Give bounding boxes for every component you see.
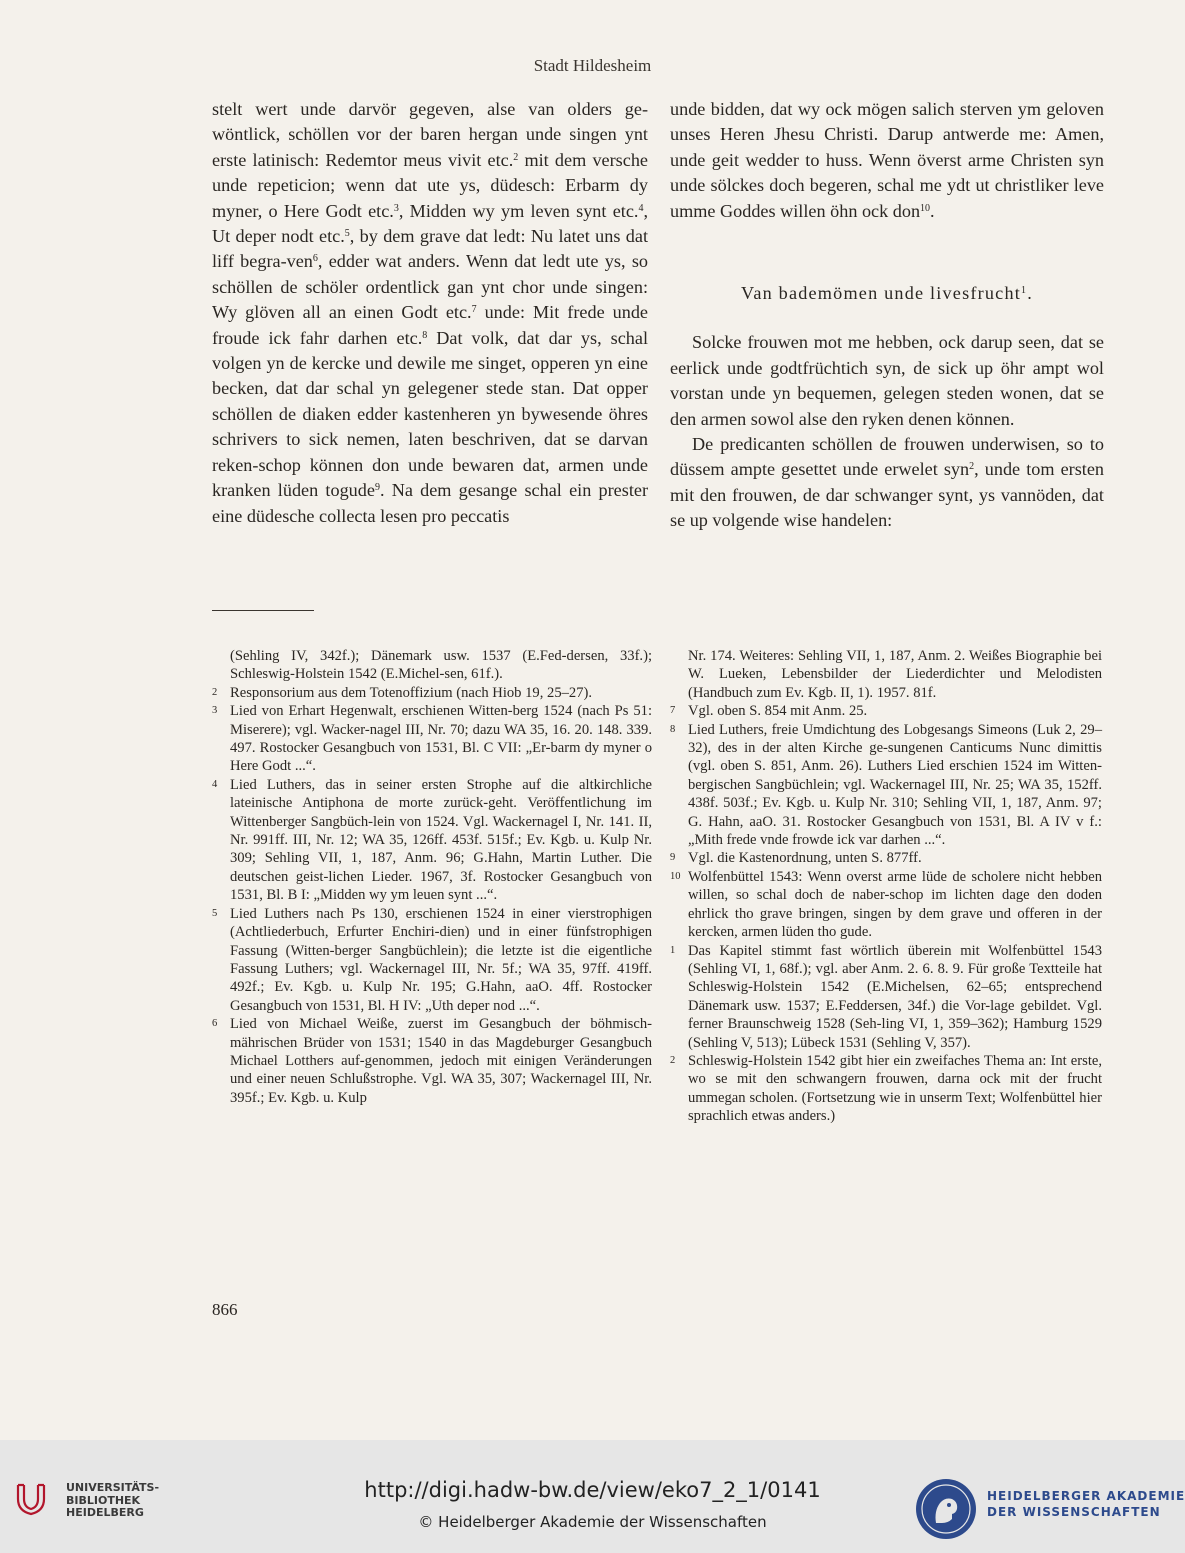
footnote-marker[interactable]: 2 xyxy=(969,461,975,473)
footnote xyxy=(670,849,1102,867)
footnote xyxy=(212,1015,652,1107)
footnote xyxy=(212,647,652,684)
footnote-marker[interactable]: 5 xyxy=(344,228,350,240)
text-run: Solcke frouwen mot me hebben, ock darup seen, dat se eerlick unde godtfrüchtich syn, de sick up öhr ampt wol vorstan unde yn bequemen, gelegen steden wonen, dat se den armen sowol alse den ryken denen können. xyxy=(670,332,1104,429)
footnote-text: Lied Luthers nach Ps 130, erschienen 1524 in einer vierstrophigen (Achtliederbuch, Erfurter Enchiri-dien) und in einer fünfstrophigen Fassung (Witten-berger Sangbüchlein); die letzte ist die eigentliche Fassung Luthers; vgl. Wackernagel III, Nr. 5f.; WA 35, 97ff. 419ff. 492f.; Ev. Kgb. u. Kulp Nr. 195; G.Hahn, aaO. 4ff. Rostocker Gesangbuch von 1531, Bl. H IV: „Uth deper nod ...“. xyxy=(230,905,652,1014)
footnote-text: Das Kapitel stimmt fast wörtlich überein mit Wolfenbüttel 1543 (Sehling VI, 1, 68f.); vgl. aber Anm. 2. 6. 8. 9. Für große Textteile hat Schleswig-Holstein 1542 (E.Michelsen, 62–65; entsprechend Dänemark usw. 1537; E.Feddersen, 34f.) die Vor-lage gebildet. Vgl. ferner Braunschweig 1528 (Seh-ling VI, 1, 359–362); Hamburg 1529 (Sehling V, 513); Lübeck 1531 (Sehling V, 357). xyxy=(688,942,1102,1051)
footnote-marker[interactable]: 2 xyxy=(513,151,519,163)
footnote-number: 2 xyxy=(670,1054,676,1066)
footnote xyxy=(670,647,1102,702)
text-run: , Midden wy ym leven synt etc. xyxy=(398,200,639,221)
footnote-number: 8 xyxy=(670,723,676,735)
footnote-marker[interactable]: 4 xyxy=(638,202,644,214)
text-run: mit dem versche unde repeticion; wenn dat ute ys, düdesch: Erbarm dy myner, o Here Godt etc. xyxy=(212,149,648,221)
footnote-text: Responsorium aus dem Totenoffizium (nach Hiob 19, 25–27). xyxy=(230,684,593,701)
text-run: unde: Mit frede unde froude ick fahr darhen etc. xyxy=(212,302,648,348)
main-text-left-column xyxy=(212,97,648,529)
footnote-text: Wolfenbüttel 1543: Wenn overst arme lüde de scholere nicht hebben willen, so schal doch de naber-schop im lichten dage den doden ehrlick tho grave bringen, singen by dem grave und offeren in der kercken, armen lüden tho gude. xyxy=(688,868,1102,941)
footnote-number: 1 xyxy=(670,944,676,956)
footnote-text: Lied von Michael Weiße, zuerst im Gesangbuch der böhmisch-mährischen Brüder von 1531; 1540 in das Magdeburger Gesangbuch Michael Lotthers auf-genommen, jedoch mit einigen Veränderungen und einer neuen Schlußstrophe. Vgl. WA 35, 307; Wackernagel III, Nr. 395f.; Ev. Kgb. u. Kulp xyxy=(230,1016,652,1106)
footnote-text: Vgl. oben S. 854 mit Anm. 25. xyxy=(688,703,868,720)
footnote-text: Vgl. die Kastenordnung, unten S. 877ff. xyxy=(688,850,922,867)
footnote-marker[interactable]: 7 xyxy=(471,304,477,316)
footnotes-left-column xyxy=(212,647,652,1107)
text-run: , by dem grave dat ledt: Nu latet uns dat liff begra-ven xyxy=(212,226,649,272)
footnote-text: Lied Luthers, das in seiner ersten Strophe auf die altkirchliche lateinische Antiphona de morte zurück-geht. Veröffentlichung im Wittenberger Sangbüch-lein von 1524. Vgl. Wackernagel I, Nr. 141. II, Nr. 991ff. III, Nr. 12; WA 35, 126ff. 453f. 515f.; Ev. Kgb. u. Kulp Nr. 309; Sehling VII, 1, 187, Anm. 96; G.Hahn, Martin Luther. Die deutschen geist-lichen Lieder. 1967, 3f. Rostocker Gesangbuch von 1531, Bl. B I: „Midden wy ym leuen synt ...“. xyxy=(230,776,652,904)
text-run: , Ut deper nodt etc. xyxy=(212,200,648,247)
ub-logo-text: UNIVERSITÄTS- BIBLIOTHEK HEIDELBERG xyxy=(66,1481,160,1519)
footnote-number: 9 xyxy=(670,852,676,864)
page-number: 866 xyxy=(212,1300,238,1319)
footnote xyxy=(670,868,1102,942)
footnote-marker[interactable]: 6 xyxy=(312,253,318,265)
footnote-separator-rule xyxy=(212,610,314,611)
paragraph xyxy=(212,97,648,529)
footnote-text: (Sehling IV, 342f.); Dänemark usw. 1537 (E.Fed-dersen, 33f.); Schleswig-Holstein 1542 (E.Michel-sen, 61f.). xyxy=(230,648,652,683)
text-run: unde bidden, dat wy ock mögen salich sterven ym geloven unses Heren Jhesu Christi. Darup antwerde me: Amen, unde geit wedder to huss. Wenn överst arme Christen syn unde sölckes doch begeren, schal me ydt ut christliker leve umme Goddes willen öhn ock don xyxy=(670,99,1104,221)
main-text-right-column xyxy=(670,97,1104,534)
footnote-number: 3 xyxy=(212,705,218,717)
footnote-marker[interactable]: 10 xyxy=(920,202,931,214)
footnote-number: 10 xyxy=(670,870,681,882)
footnote-text: Nr. 174. Weiteres: Sehling VII, 1, 187, Anm. 2. Weißes Biographie bei W. Lueken, Lebensbilder der Liederdichter und Melodisten (Handbuch zum Ev. Kgb. II, 1). 1957. 81f. xyxy=(688,648,1102,701)
permalink-url[interactable]: http://digi.hadw-bw.de/view/eko7_2_1/0141 xyxy=(364,1478,821,1502)
text-run: Dat volk, dat dar ys, schal volgen yn de kercke und dewile me singet, opperen yn eine becken, dat dar schal yn gelegener stede stan. Dat opper schöllen de diaken edder kastenheren yn bywesende öhres schrivers to sick nemen, laten beschriven, dat se darvan reken-schop können don unde bewaren dat, armen unde kranken lüden togude xyxy=(212,327,648,501)
footnote xyxy=(670,1052,1102,1126)
footnote-number: 6 xyxy=(212,1018,218,1030)
footnote-marker[interactable]: 3 xyxy=(393,202,399,214)
footnote xyxy=(212,684,652,702)
footnote-number: 5 xyxy=(212,907,218,919)
footnote-number: 7 xyxy=(670,705,676,717)
section-title xyxy=(670,281,1104,306)
footnote-text: Schleswig-Holstein 1542 gibt hier ein zweifaches Thema an: Int erste, wo se mit den schwangern frouwen, darna ock mit der frucht ummegan scholen. (Fortsetzung wie in unserm Text; Wolfenbüttel hier sprachlich etwas anders.) xyxy=(688,1052,1102,1125)
footnote xyxy=(670,702,1102,720)
paragraph xyxy=(670,432,1104,534)
footnote xyxy=(212,702,652,776)
footnote-number: 4 xyxy=(212,778,218,790)
paragraph xyxy=(670,330,1104,432)
footnote xyxy=(212,905,652,1015)
viewer-footer-bar xyxy=(0,1440,1185,1553)
footnote-marker[interactable]: 9 xyxy=(374,482,380,494)
copyright-notice: © Heidelberger Akademie der Wissenschaften xyxy=(418,1513,767,1531)
text-run: De predicanten schöllen de frouwen underwisen, so to düssem ampte gesettet unde erwelet syn xyxy=(670,434,1104,480)
academy-seal-icon[interactable] xyxy=(914,1477,978,1541)
footnote-number: 2 xyxy=(212,686,218,698)
text-run: stelt wert unde darvör gegeven, alse van olders ge-wöntlick, schöllen vor der baren hergan unde singen ynt erste latinisch: Redemtor meus vivit etc. xyxy=(212,99,648,170)
paragraph xyxy=(670,97,1104,224)
footnotes-right-column xyxy=(670,647,1102,1126)
footnote-marker[interactable]: 8 xyxy=(422,329,428,341)
text-run: , unde tom ersten mit den frouwen, de dar schwanger synt, ys vannöden, dat se up volgende wise handelen: xyxy=(670,459,1105,531)
text-run: . xyxy=(930,200,935,221)
footnote xyxy=(670,721,1102,850)
footnote-text: Lied von Erhart Hegenwalt, erschienen Witten-berg 1524 (nach Ps 51: Miserere); vgl. Wacker-nagel III, Nr. 70; dazu WA 35, 16. 20. 148. 339. 497. Rostocker Gesangbuch von 1531, Bl. C VII: „Er-barm dy myner o Here Godt ...“. xyxy=(230,703,652,775)
footnote xyxy=(670,942,1102,1052)
text-run: . xyxy=(1027,283,1033,304)
text-run: , edder wat anders. Wenn dat ledt ute ys, so schöllen de schöler ordentlick gan ynt chor unde singen: Wy glöven all an einen Godt etc. xyxy=(212,251,648,323)
footnote-text: Lied Luthers, freie Umdichtung des Lobgesangs Simeons (Luk 2, 29–32), des in der alten Kirche ge-sungenen Canticums Nunc dimittis (vgl. oben S. 851, Anm. 26). Luthers Lied erschien 1524 im Witten-bergischen Sangbüchlein; vgl. Wackernagel III, Nr. 25; WA 35, 152ff. 438f. 503f.; Ev. Kgb. u. Kulp Nr. 310; Sehling VII, 1, 187, Anm. 97; G. Hahn, aaO. 31. Rostocker Gesangbuch von 1531, Bl. A IV v f.: „Mith frede vnde frowde ick var darhen ...“. xyxy=(688,721,1102,849)
text-run: Van bademömen unde livesfrucht xyxy=(741,283,1021,304)
text-run: . Na dem gesange schal ein prester eine düdesche collecta lesen pro peccatis xyxy=(212,480,649,526)
footnote xyxy=(212,776,652,905)
academy-logo-text: HEIDELBERGER AKADEMIE DER WISSENSCHAFTEN xyxy=(987,1489,1185,1519)
footnote-marker[interactable]: 1 xyxy=(1021,285,1028,297)
running-header: Stadt Hildesheim xyxy=(533,56,652,75)
